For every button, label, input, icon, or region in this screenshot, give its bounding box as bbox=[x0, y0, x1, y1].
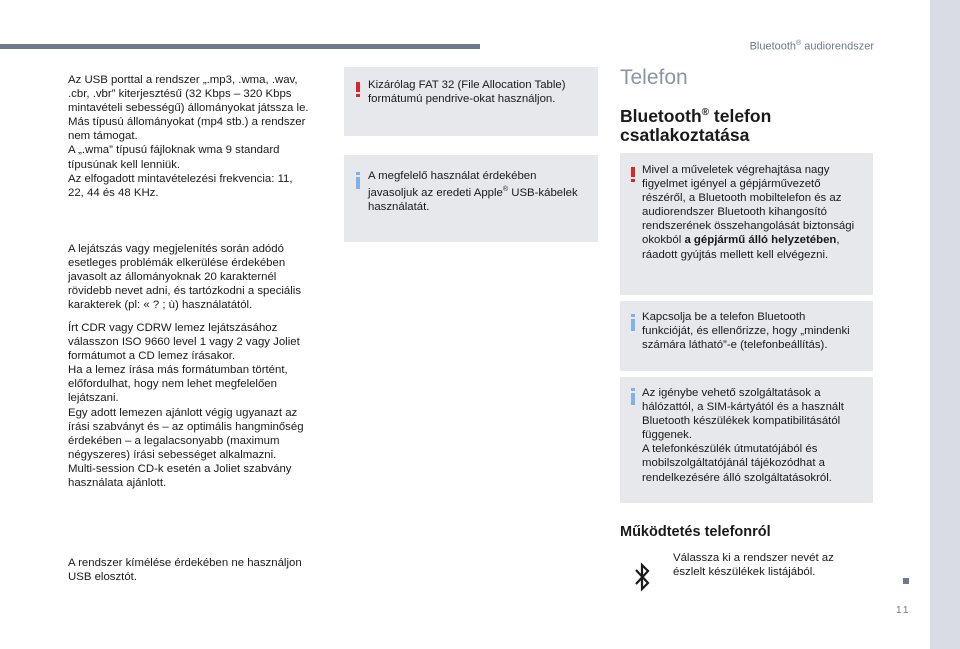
info-icon bbox=[631, 388, 635, 405]
services-info-text: Az igénybe vehető szolgáltatások a hálózattól, a SIM-kártyától és a használt Bluetooth készülékek kompatibilitásától függenek. A telefonkészülék útmutatójából és mobilszolgáltatójánál tájékozódhat a rendelkezésére álló szolgáltatásokról. bbox=[642, 387, 844, 484]
exclamation-icon bbox=[356, 82, 360, 96]
visibility-info-text: Kapcsolja be a telefon Bluetooth funkcióját, és ellenőrizze, hogy „mindenki számára látható”-e (telefonbeállítás). bbox=[642, 311, 850, 352]
section-title: Telefon bbox=[620, 66, 688, 89]
page-side-strip bbox=[930, 0, 960, 649]
bluetooth-icon bbox=[633, 561, 653, 593]
file-naming-paragraph: A lejátszás vagy megjelenítés során adódó esetleges problémák elkerülése érdekében javasolt az állományoknak 20 karakternél rövidebb nevet adni, és tartózkodni a speciális karakterek (pl: « ? ; ù) használatától. bbox=[68, 243, 302, 312]
bluetooth-pairing-title: Bluetooth® telefon csatlakoztatása bbox=[620, 105, 772, 145]
fat32-warning-text: Kizárólag FAT 32 (File Allocation Table) formátumú pendrive-okat használjon. bbox=[368, 79, 566, 106]
info-icon bbox=[631, 314, 635, 331]
phone-operation-text: Válassza ki a rendszer nevét az észlelt készülékek listájából. bbox=[673, 552, 834, 579]
info-icon bbox=[356, 172, 360, 189]
header-accent-bar bbox=[0, 44, 480, 49]
apple-cable-info-text: A megfelelő használat érdekében javasoljuk az eredeti Apple® USB-kábelek használatát. bbox=[368, 170, 578, 213]
page-header-title: Bluetooth® audiorendszer bbox=[749, 40, 874, 53]
exclamation-icon bbox=[631, 167, 635, 181]
page-marker-square bbox=[903, 578, 909, 584]
apple-cable-info-box bbox=[344, 155, 598, 242]
phone-operation-title: Működtetés telefonról bbox=[620, 524, 771, 540]
page-number: 11 bbox=[896, 605, 911, 616]
services-info-box bbox=[620, 377, 873, 503]
fat32-warning-box bbox=[344, 67, 598, 136]
visibility-info-box bbox=[620, 301, 873, 371]
driving-safety-warning-text: Mivel a műveletek végrehajtása nagy figyelmet igényel a gépjárművezető részéről, a Bluetooth mobiltelefon és az audiorendszer Bluetooth kihangosító rendszerének összehangolását biztonsági okokból a gépjármű álló helyzetében, ráadott gyújtás mellett kell elvégezni. bbox=[642, 164, 855, 261]
usb-hub-paragraph: A rendszer kímélése érdekében ne használjon USB elosztót. bbox=[68, 557, 302, 584]
usb-formats-paragraph: Az USB porttal a rendszer „.mp3, .wma, .wav, .cbr, .vbr” kiterjesztésű (32 Kbps – 320 Kbps mintavételi sebességű) állományokat játssza le. Más típusú állományokat (mp4 stb.) a rendszer nem támogat. A „.wma” típusú fájloknak wma 9 standard típusúnak kell lenniük. Az elfogadott mintavételezési frekvencia: 11, 22, 44 és 48 KHz. bbox=[68, 74, 309, 199]
driving-safety-warning-box bbox=[620, 153, 873, 295]
cd-format-paragraph: Írt CDR vagy CDRW lemez lejátszásához válasszon ISO 9660 level 1 vagy 2 vagy Joliet formátumot a CD lemez írásakor. Ha a lemez írása más formátumban történt, előfordulhat, hogy nem lehet megfelelően lejátszani. Egy adott lemezen ajánlott végig ugyanazt az írási szabványt és – az optimális hangminőség érdekében – a legalacsonyabb (maximum négyszeres) írási sebességet alkalmazni. Multi-session CD-k esetén a Joliet szabvány használata ajánlott. bbox=[68, 322, 304, 490]
